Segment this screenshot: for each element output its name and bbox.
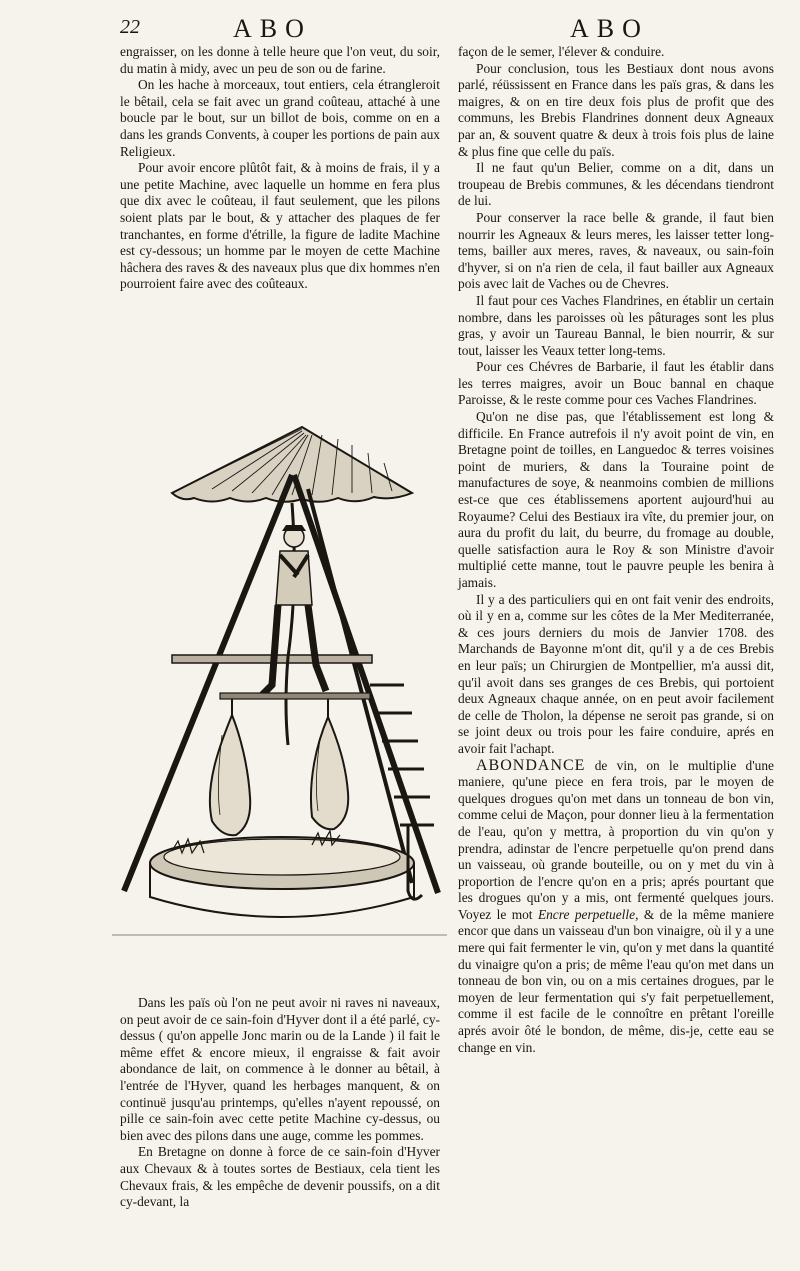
left-column-top: [120, 44, 440, 293]
right-column: [458, 44, 774, 1056]
paragraph: Il faut pour ces Vaches Flandrines, en établir un certain nombre, dans les paroisses où les pâturages sont les plus gras, y avoir un Taureau Bannal, le bien nourrir, & sur tout, laisser les Veaux tetter long-tems.: [458, 292, 774, 358]
abondance-entry: [458, 758, 774, 1057]
running-head-right: ABO: [570, 14, 649, 43]
chopping-machine-engraving: [112, 405, 447, 965]
entry-text: de vin, on le multiplie d'une maniere, qu'une piece en fera trois, par le moyen de quelques drogues qu'on met dans un tonneau de bon vin, comme celui de Maçon, pour donner lieu à la fermentation de l'eau, qu'on y mettra, à proportion du vin qu'on y prendra, adinstar de l'encre perpetuelle qu'on prend dans un vaisseau, où grande bouteille, ou on y met du vin à proportion de l'encre qu'on en a pris; aprés pourtant que les drogues qu'on y a mis, ont fermenté quelques jours. Voyez le mot: [458, 757, 774, 922]
paragraph: Pour conserver la race belle & grande, il faut bien nourrir les Agneaux & leurs meres, les laisser tetter long-tems, bailler aux meres, raves, & naveaux, ou sain-foin d'hyver, si on n'a rien de cela, il faut bailler aux Agneaux pois avec lait de Vaches ou de Chevres.: [458, 209, 774, 292]
engraving-icon: [112, 405, 447, 965]
paragraph: Pour conclusion, tous les Bestiaux dont nous avons parlé, réüssissent en France dans les païs gras, & dans les maigres, & on en tire deux fois plus de profit que des communs, les Brebis Flandrines donnent deux Agneaux par an, & souvent quatre & deux à trois fois plus de laine & plus fine que celle du païs.: [458, 60, 774, 159]
paragraph: Dans les païs où l'on ne peut avoir ni raves ni naveaux, on peut avoir de ce sain-foin d'Hyver dont il a été parlé, cy-dessus ( qu'on appelle Jonc marin ou de la Lande ) il fait le même effet & encore mieux, il engraisse & fait avoir abondance de lait, on commence à le donner au bêtail, à l'entrée de l'Hyver, quand les herbages manquent, & on continuë jusqu'au printemps, qu'elles n'ayent repoussé, on pille ce sain-foin avec cette petite Machine cy-dessus, ou bien avec des pilons dans une auge, comme les pommes.: [120, 995, 440, 1143]
paragraph: Pour avoir encore plûtôt fait, & à moins de frais, il y a une petite Machine, avec laquelle un homme en fera plus que dix avec le coûteau, il faut seulement, que les pilons soient plats par le bout, & y attacher des plaques de fer tranchantes, en forme d'étrille, la figure de ladite Machine est cy-dessous; un homme par le moyen de cette Machine hâchera des raves & des naveaux plus que dix hommes n'en pourroient faire avec des coûteaux.: [120, 160, 440, 292]
paragraph: Pour ces Chévres de Barbarie, il faut les établir dans les terres maigres, avoir un Bouc bannal en chaque Paroisse, & le reste comme pour ces Vaches Flandrines.: [458, 359, 774, 408]
left-column-bottom: [120, 995, 440, 1211]
page-number: 22: [120, 16, 140, 38]
paragraph: Qu'on ne dise pas, que l'établissement est long & difficile. En France autrefois il n'y avoit point de vin, en Bretagne point de toilles, en Languedoc & terres voisines point de muriers, & dans la Touraine point de manufactures de soye, & neanmoins combien de millions est-ce que ces établissemens aportent aujourd'hui au Royaume? Celui des Bestiaux ira vîte, du premier jour, on aura du profit du lait, du beurre, du fromage au double, quelle satisfaction aura le Roy & son Ministre d'avoir multiplié cette manne, tout le pauvre peuple les benira à jamais.: [458, 409, 774, 590]
running-head-left: ABO: [233, 14, 312, 43]
paragraph: En Bretagne on donne à force de ce sain-foin d'Hyver aux Chevaux & à toutes sortes de Bestiaux, cela tient les Chevaux frais, & les empêche de devenir poussifs, on a dit cy-devant, la: [120, 1144, 440, 1210]
cross-reference: Encre perpetuelle: [537, 906, 636, 922]
entry-text-continued: , & de la même maniere encor que dans un vaisseau d'un bon vinaigre, où il y a une mere qui fait fermenter le vin, qu'on y met dans la quantité du vinaigre qu'on a pris; de même l'eau qu'on met dans un tonneau de bon vin, ou on a mis certaines drogues, par le moyen de leur fermentation qui s'y fait perpetuellement, comme il est facile de le connoître en prêtant l'oreille aprés avoir ôté le bondon, de même, dis-je, cette eau se change en vin.: [458, 906, 774, 1055]
entry-headword: ABONDANCE: [476, 756, 586, 774]
paragraph: façon de le semer, l'élever & conduire.: [458, 44, 665, 59]
paragraph: Il y a des particuliers qui en ont fait venir des endroits, où il y en a, comme sur les côtes de la Mer Mediterranée, & ces jours derniers du mois de Janvier 1708. des Marchands de Bayonne m'ont dit, qu'il y a de ces Brebis en leur païs; un Chirurgien de Montpellier, m'a aussi dit, qu'il avoit dans ses granges de ces Brebis, qui portoient deux Agneaux chaque année, on en peut avoir facilement de celle de Tholon, la dépense ne seroit pas grande, si on se joint deux ou trois pour les faire conduire, aprés en avoir fait l'achapt.: [458, 591, 774, 756]
paragraph: Il ne faut qu'un Belier, comme on a dit, dans un troupeau de Brebis communes, & les décendans tiendront de lui.: [458, 160, 774, 209]
paragraph: engraisser, on les donne à telle heure que l'on veut, du soir, du matin à midy, avec un peu de son ou de farine.: [120, 44, 440, 76]
paragraph: On les hache à morceaux, tout entiers, cela étrangleroit le bêtail, cela se fait avec un grand coûteau, attaché à une boucle par le bout, sur un billot de bois, comme on en a dans les grands Convents, à couper les portions de pain aux Religieux.: [120, 77, 440, 159]
